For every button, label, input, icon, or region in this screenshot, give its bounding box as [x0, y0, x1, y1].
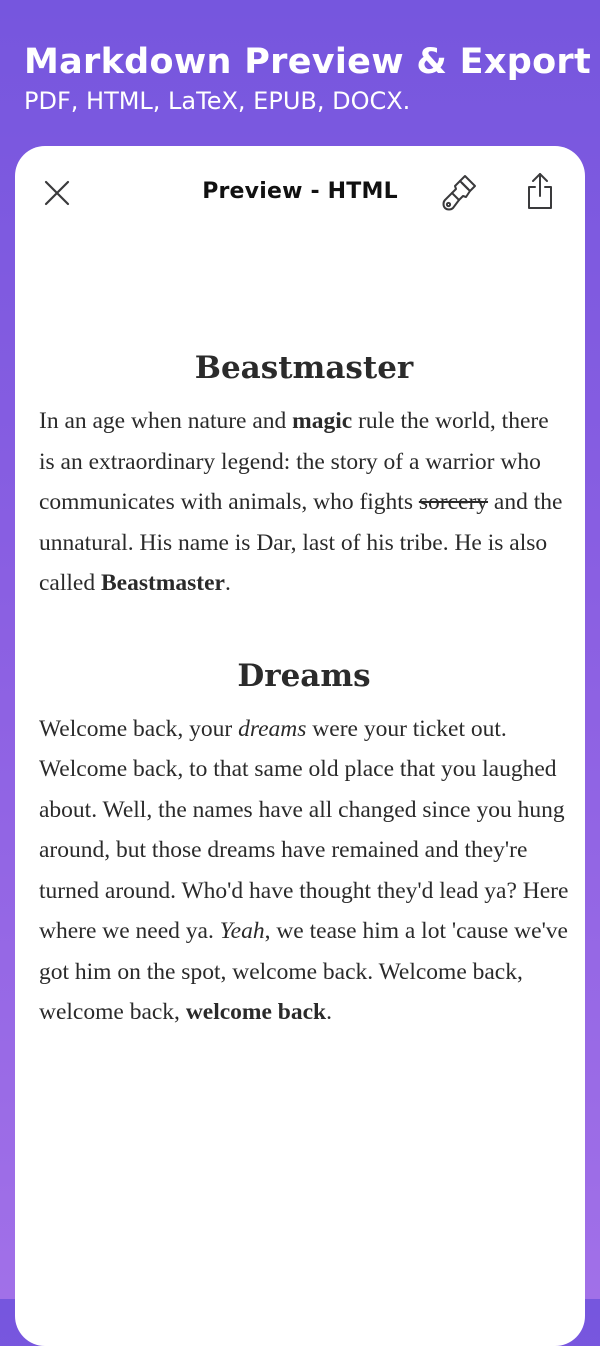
nav-title: Preview - HTML	[202, 179, 398, 204]
paragraph: In an age when nature and magic rule the world, there is an extraordinary legend: the story of a warrior who communicates with animals, who fights sorcery and the unnatural. His name is Dar, last of his tribe. He is also called Beastmaster.	[39, 408, 563, 596]
paragraph: Welcome back, your dreams were your ticket out. Welcome back, to that same old place that you laughed about. Well, the names have all changed since you hung around, but those dreams have remained and they're turned around. Who'd have thought they'd lead ya? Here where we need ya. Yeah, we tease him a lot 'cause we've got him on the spot, welcome back. Welcome back, welcome back, welcome back.	[39, 715, 569, 1025]
bold-text: magic	[292, 408, 353, 434]
italic-text: dreams	[238, 715, 307, 742]
paintbrush-icon	[441, 173, 479, 218]
preview-sheet	[15, 146, 585, 1346]
share-icon	[524, 171, 556, 216]
bold-text: welcome back	[185, 999, 327, 1025]
document-content	[39, 346, 569, 1033]
promo-subtitle: PDF, HTML, LaTeX, EPUB, DOCX.	[24, 87, 411, 115]
share-button[interactable]	[518, 171, 562, 215]
promo-header	[24, 38, 592, 116]
bold-text: Beastmaster	[100, 570, 225, 596]
promo-title: Markdown Preview & Export	[24, 42, 592, 82]
italic-text: Yeah	[219, 918, 265, 944]
nav-bar	[15, 146, 585, 246]
strikethrough-text: sorcery	[418, 489, 489, 515]
section-heading: Beastmaster	[194, 350, 414, 386]
style-button[interactable]	[438, 173, 482, 217]
section-heading: Dreams	[237, 657, 371, 694]
